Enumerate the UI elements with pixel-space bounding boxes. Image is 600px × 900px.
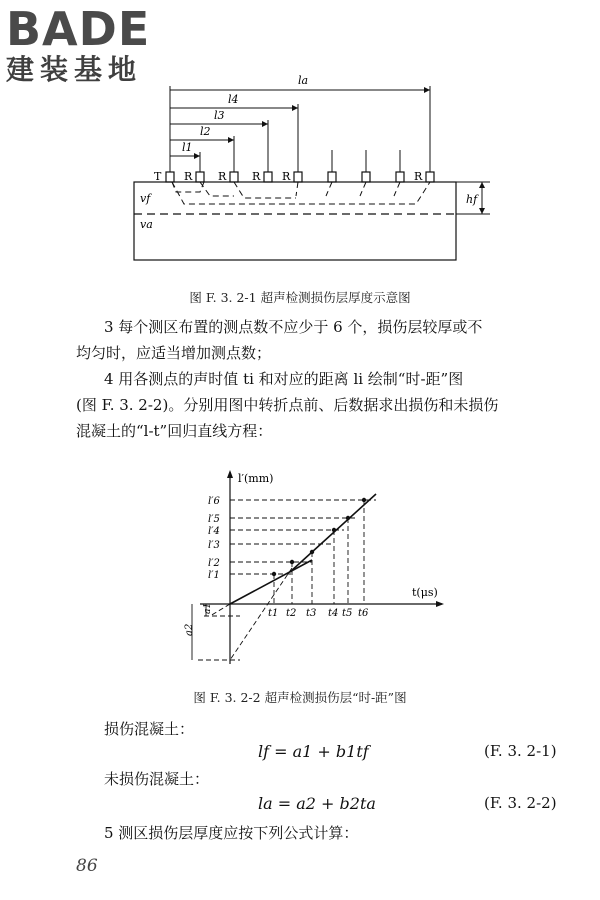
label-la: la	[298, 74, 309, 87]
x-tick-t1: t1	[268, 608, 279, 619]
label-l3: l3	[214, 109, 225, 122]
label-t: T	[154, 170, 162, 183]
x-tick-t2: t2	[286, 608, 297, 619]
figure1-caption: 图 F. 3. 2-1 超声检测损伤层厚度示意图	[189, 290, 411, 305]
transducer-r	[426, 172, 434, 182]
paragraph-3-line-2: 均匀时，应适当增加测点数；	[76, 344, 272, 362]
label-r: R	[184, 170, 193, 183]
transducer-r	[396, 172, 404, 182]
undamaged-concrete-label: 未损伤混凝土：	[104, 770, 210, 788]
y-tick-l6: l′6	[208, 496, 220, 507]
paragraph-3-line-1: 3 每个测区布置的测点数不应少于 6 个，损伤层较厚或不	[104, 318, 483, 336]
logo-brand: BADE	[6, 2, 151, 56]
x-tick-t3: t3	[306, 608, 317, 619]
equation-number-1: (F. 3. 2-1)	[484, 742, 557, 760]
x-tick-t6: t6	[358, 608, 369, 619]
formula-damaged: lf = a1 + b1tf	[258, 742, 369, 761]
x-tick-t5: t5	[342, 608, 353, 619]
transducer-t	[166, 172, 174, 182]
label-l4: l4	[228, 93, 239, 106]
transducer-r	[196, 172, 204, 182]
x-axis-label: t(μs)	[412, 586, 438, 599]
transducer-r	[294, 172, 302, 182]
figure-damage-layer-schematic	[120, 68, 500, 268]
equation-number-2: (F. 3. 2-2)	[484, 794, 557, 812]
paragraph-4-line-3: 混凝土的“l-t”回归直线方程：	[76, 422, 273, 440]
label-hf: hf	[466, 193, 478, 206]
figure-time-distance-graph	[180, 464, 460, 674]
intercept-a2: a2	[184, 623, 195, 636]
damaged-concrete-label: 损伤混凝土：	[104, 720, 195, 738]
paragraph-4-line-2: (图 F. 3. 2-2)。分别用图中转折点前、后数据求出损伤和未损伤	[76, 396, 499, 414]
y-tick-l1: l′1	[208, 570, 220, 581]
line-damaged	[230, 560, 312, 604]
line-undamaged	[290, 494, 376, 572]
y-tick-l3: l′3	[208, 540, 220, 551]
y-tick-l5: l′5	[208, 514, 220, 525]
concrete-body	[134, 182, 456, 260]
x-tick-t4: t4	[328, 608, 339, 619]
label-r: R	[414, 170, 423, 183]
logo-subtitle: 建装基地	[6, 53, 143, 86]
y-tick-l4: l′4	[208, 526, 220, 537]
formula-undamaged: la = a2 + b2ta	[258, 794, 376, 813]
y-tick-l2: l′2	[208, 558, 220, 569]
transducer-r	[362, 172, 370, 182]
paragraph-4-line-1: 4 用各测点的声时值 ti 和对应的距离 li 绘制“时-距”图	[104, 370, 464, 388]
transducer-r	[328, 172, 336, 182]
label-r: R	[282, 170, 291, 183]
label-r: R	[218, 170, 227, 183]
transducer-r	[230, 172, 238, 182]
label-l1: l1	[182, 141, 193, 154]
label-r: R	[252, 170, 261, 183]
label-vf: vf	[140, 192, 151, 205]
page-number: 86	[76, 856, 98, 876]
figure2-caption: 图 F. 3. 2-2 超声检测损伤层“时-距”图	[193, 690, 407, 705]
label-l2: l2	[200, 125, 211, 138]
intercept-a1: a1	[203, 602, 213, 614]
transducer-r	[264, 172, 272, 182]
paragraph-5: 5 测区损伤层厚度应按下列公式计算：	[104, 824, 359, 842]
label-va: va	[140, 218, 153, 231]
y-axis-label: l′(mm)	[238, 472, 274, 485]
